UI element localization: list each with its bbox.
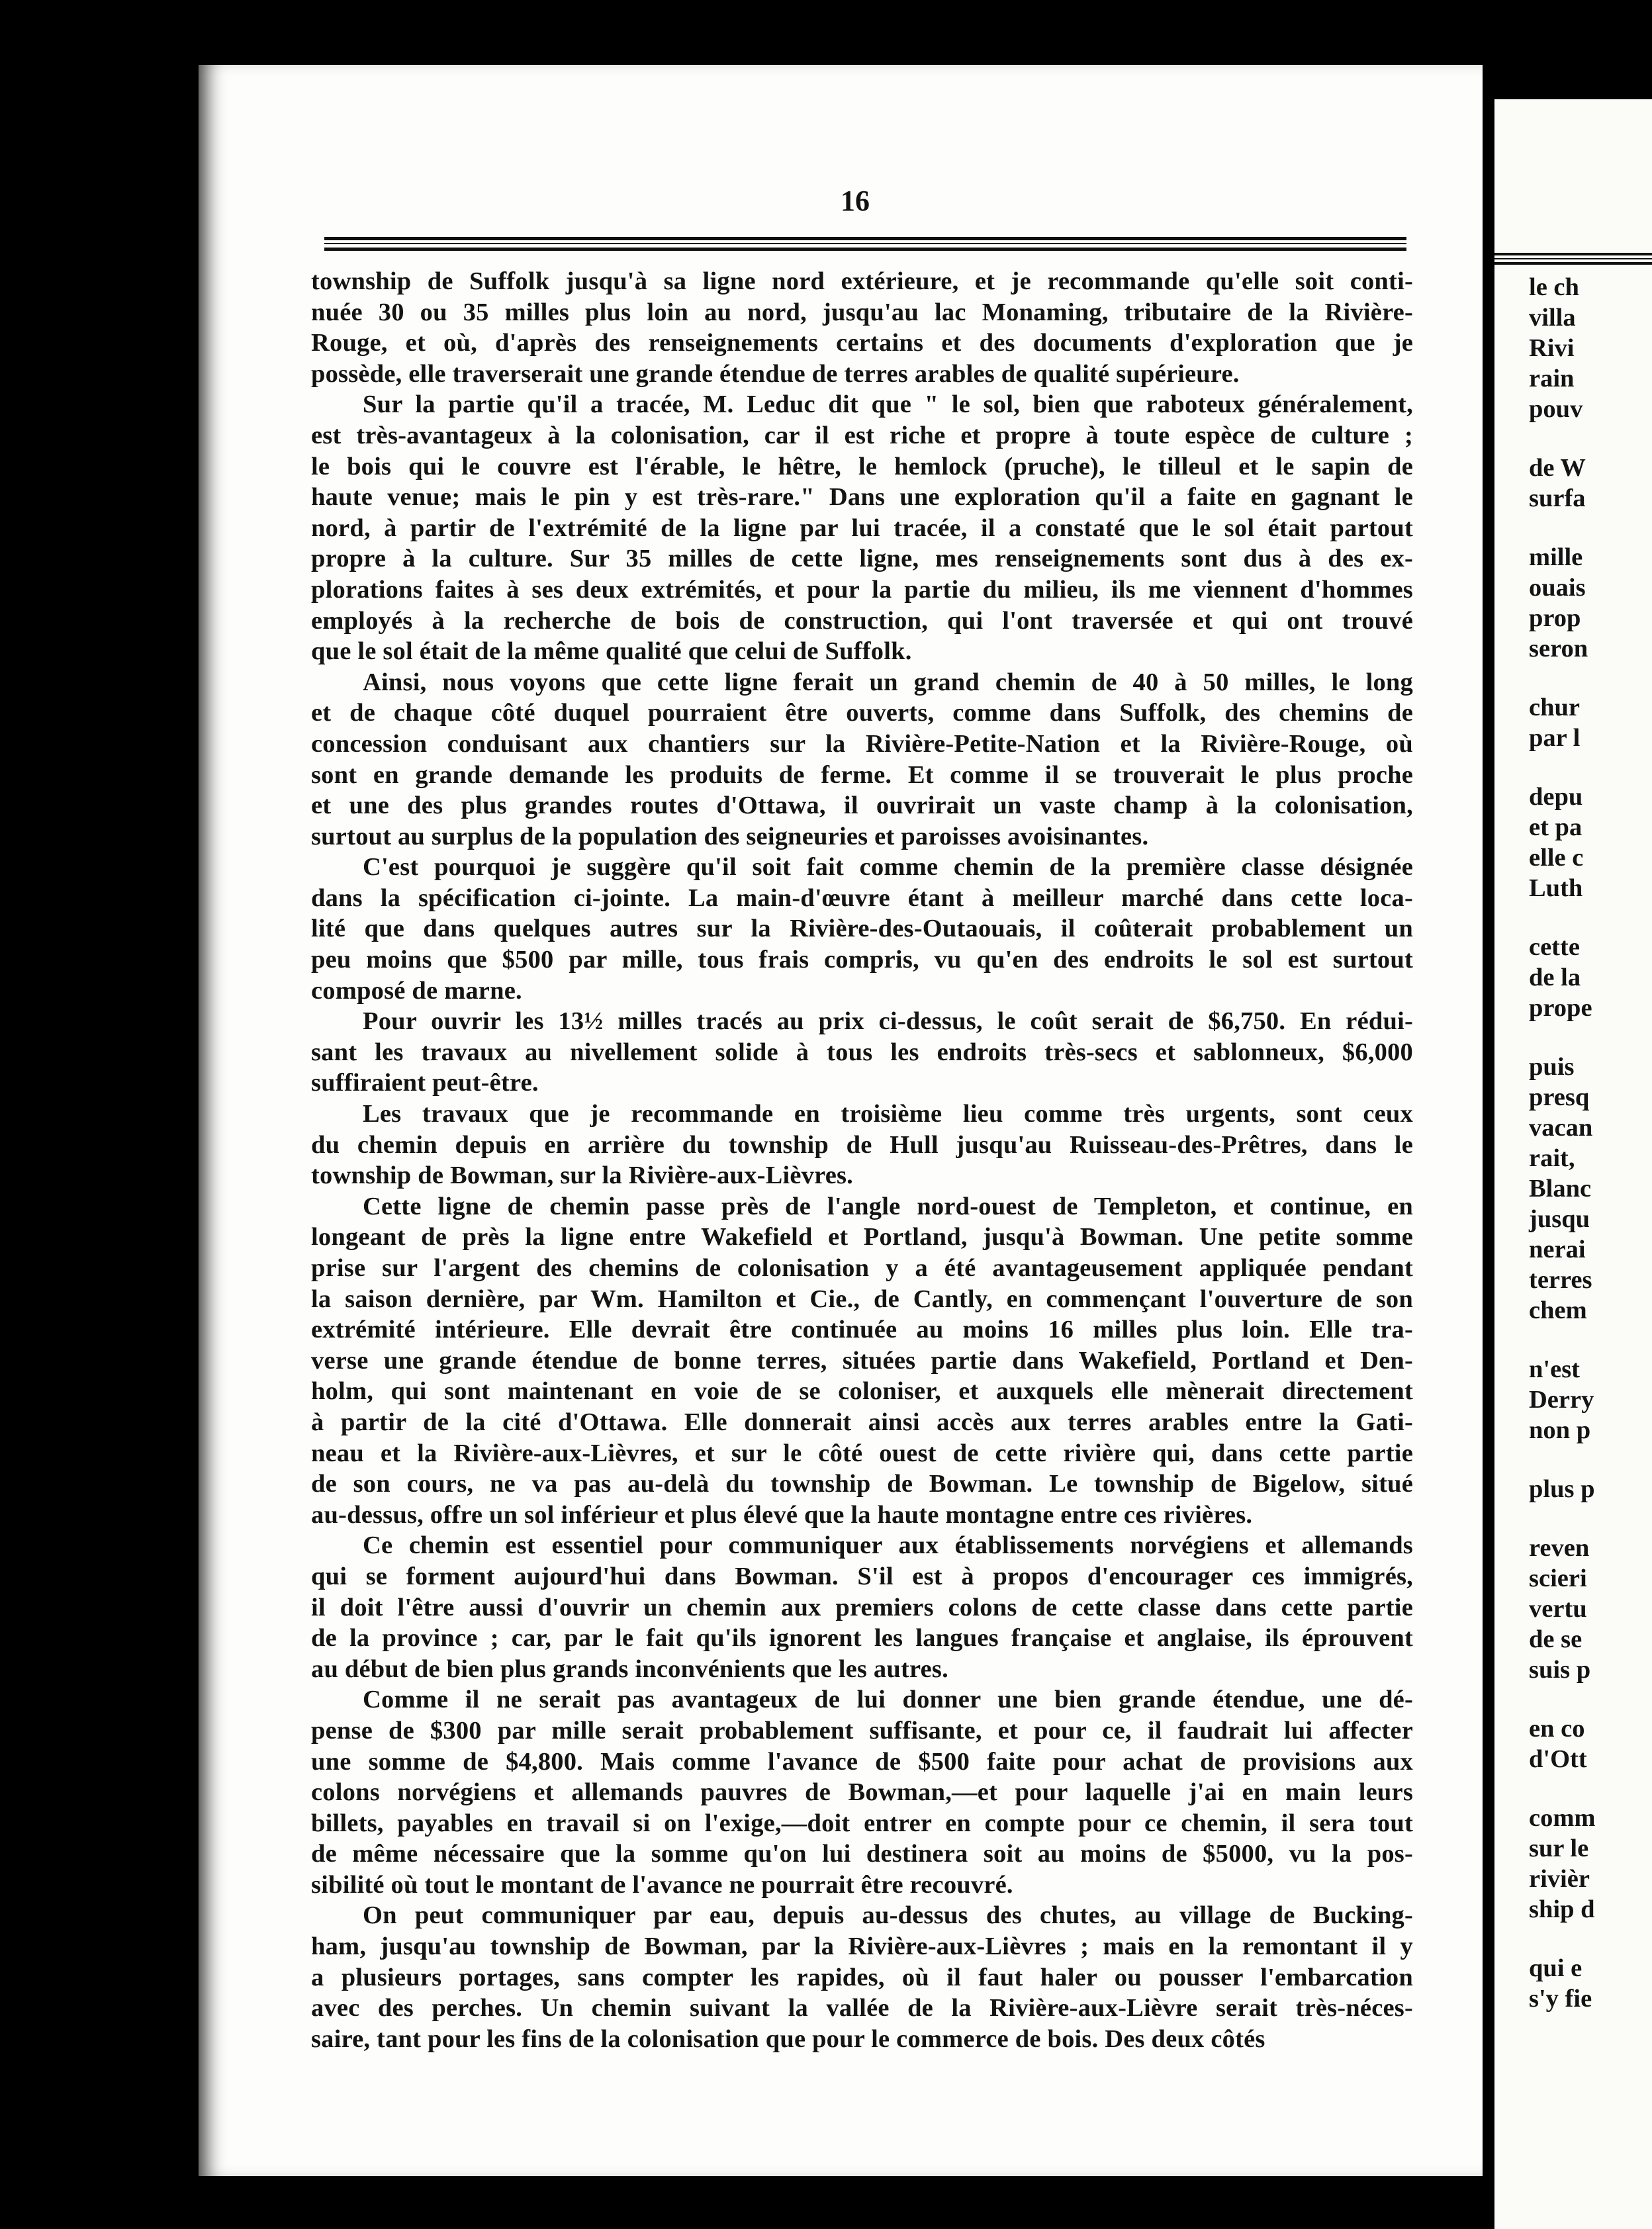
text-line: au début de bien plus grands inconvénients que les autres. <box>311 1655 948 1683</box>
text-line: sont en grande demande les produits de ferme. Et comme il se trouverait le plus proche <box>311 760 1413 789</box>
facing-page-line-fragment: pouv <box>1529 395 1583 423</box>
facing-page-line-fragment: mille <box>1529 543 1583 571</box>
text-line: nord, à partir de l'extrémité de la ligne par lui tracée, il a constaté que le sol était partout <box>311 514 1413 542</box>
text-line: peu moins que $500 par mille, tous frais compris, vu qu'en des endroits le sol est surtout <box>311 946 1413 974</box>
paragraph <box>311 667 1413 852</box>
text-line: billets, payables en travail si on l'exige,—doit entrer en compte pour ce chemin, il sera tout <box>311 1809 1413 1837</box>
text-line: et de chaque côté duquel pourraient être ouverts, comme dans Suffolk, des chemins de <box>311 699 1413 727</box>
facing-page-line-fragment: Derry <box>1529 1386 1594 1414</box>
facing-page-line-fragment: Rivi <box>1529 334 1575 362</box>
header-rule <box>324 243 1406 244</box>
facing-page-line-fragment: cette <box>1529 933 1580 961</box>
facing-page-line-fragment: sur le <box>1529 1835 1589 1862</box>
text-line: sibilité où tout le montant de l'avance ne pourrait être recouvré. <box>311 1870 1013 1899</box>
text-line: Cette ligne de chemin passe près de l'angle nord-ouest de Templeton, et continue, en <box>363 1192 1413 1220</box>
text-line: Les travaux que je recommande en troisième lieu comme très urgents, sont ceux <box>363 1100 1413 1128</box>
facing-page-line-fragment: nerai <box>1529 1236 1586 1263</box>
text-line: holm, qui sont maintenant en voie de se coloniser, et auxquels elle mènerait directement <box>311 1377 1413 1406</box>
text-line: une somme de $4,800. Mais comme l'avance de $500 faite pour achat de provisions aux <box>311 1747 1413 1776</box>
text-line: de son cours, ne va pas au-delà du township de Bowman. Le township de Bigelow, situé <box>311 1470 1413 1498</box>
text-line: composé de marne. <box>311 976 522 1005</box>
facing-page-line-fragment: en co <box>1529 1715 1585 1743</box>
facing-page-line-fragment: qui e <box>1529 1954 1583 1982</box>
scan-dark-margin <box>0 0 218 2229</box>
facing-page-line-fragment: chem <box>1529 1296 1587 1324</box>
text-line: la saison dernière, par Wm. Hamilton et Cie., de Cantly, en commençant l'ouverture de son <box>311 1285 1413 1313</box>
text-line: Comme il ne serait pas avantageux de lui donner une bien grande étendue, une dé- <box>363 1686 1413 1714</box>
text-line: et une des plus grandes routes d'Ottawa, il ouvrirait un vaste champ à la colonisation, <box>311 792 1413 820</box>
facing-page-line-fragment: rait, <box>1529 1144 1575 1172</box>
text-line: possède, elle traverserait une grande étendue de terres arables de qualité supérieure. <box>311 359 1240 388</box>
text-line: concession conduisant aux chantiers sur la Rivière-Petite-Nation et la Rivière-Rouge, où <box>311 729 1413 758</box>
text-line: saire, tant pour les fins de la colonisation que pour le commerce de bois. Des deux côtés <box>311 2024 1265 2053</box>
text-line: surtout au surplus de la population des seigneuries et paroisses avoisinantes. <box>311 822 1149 850</box>
facing-page-line-fragment: d'Ott <box>1529 1745 1587 1773</box>
text-line: de la province ; car, par le fait qu'ils ignorent les langues française et anglaise, ils éprouvent <box>311 1624 1413 1653</box>
facing-page-line-fragment: vacan <box>1529 1114 1593 1142</box>
text-line: ham, jusqu'au township de Bowman, par la Rivière-aux-Lièvres ; mais en la remontant il y <box>311 1933 1413 1961</box>
text-line: propre à la culture. Sur 35 milles de cette ligne, mes renseignements sont dus à des ex- <box>311 545 1413 573</box>
text-line: On peut communiquer par eau, depuis au-dessus des chutes, au village de Bucking- <box>363 1901 1413 1930</box>
facing-page <box>1494 99 1652 2229</box>
facing-page-line-fragment: Blanc <box>1529 1175 1592 1203</box>
facing-page-line-fragment: elle c <box>1529 844 1584 872</box>
text-line: dans la spécification ci-jointe. La main-d'œuvre étant à meilleur marché dans cette loca- <box>311 884 1413 912</box>
page-number: 16 <box>841 185 870 217</box>
paragraph <box>311 1191 1413 1531</box>
text-line: qui se forment aujourd'hui dans Bowman. S'il est à propos d'encourager ces immigrés, <box>311 1562 1413 1590</box>
text-line: pense de $300 par mille serait probablement suffisante, et pour ce, il faudrait lui affecter <box>311 1716 1413 1745</box>
text-line: employés à la recherche de bois de construction, qui l'ont traversée et qui ont trouvé <box>311 606 1413 635</box>
text-line: neau et la Rivière-aux-Lièvres, et sur le côté ouest de cette rivière qui, dans cette partie <box>311 1439 1413 1467</box>
facing-page-line-fragment: de la <box>1529 964 1581 991</box>
facing-page-line-fragment: plus p <box>1529 1475 1595 1503</box>
facing-page-line-fragment: le ch <box>1529 273 1579 301</box>
facing-page-line-fragment: vertu <box>1529 1595 1587 1623</box>
facing-page-line-fragment: prop <box>1529 604 1581 632</box>
facing-page-rule <box>1494 258 1652 259</box>
facing-page-line-fragment: par l <box>1529 724 1581 752</box>
paragraph <box>311 266 1413 389</box>
text-line: township de Suffolk jusqu'à sa ligne nord extérieure, et je recommande qu'elle soit conti- <box>311 267 1413 295</box>
facing-page-line-fragment: et pa <box>1529 813 1583 841</box>
text-line: verse une grande étendue de bonne terres, situées partie dans Wakefield, Portland et Den- <box>311 1346 1413 1375</box>
facing-page-line-fragment: ouais <box>1529 574 1586 602</box>
facing-page-rule <box>1494 262 1652 265</box>
text-line: sant les travaux au nivellement solide à tous les endroits très-secs et sablonneux, $6,000 <box>311 1038 1413 1066</box>
text-line: Ainsi, nous voyons que cette ligne ferait un grand chemin de 40 à 50 milles, le long <box>363 668 1413 696</box>
facing-page-line-fragment: n'est <box>1529 1355 1580 1383</box>
header-rule <box>324 237 1406 240</box>
text-line: Rouge, et où, d'après des renseignements certains et des documents d'exploration que je <box>311 329 1413 357</box>
text-line: avec des perches. Un chemin suivant la vallée de la Rivière-aux-Lièvre serait très-néces- <box>311 1994 1413 2023</box>
text-line: suffiraient peut-être. <box>311 1069 539 1097</box>
body-text <box>311 266 1413 2054</box>
text-line: du chemin depuis en arrière du township de Hull jusqu'au Ruisseau-des-Prêtres, dans le <box>311 1130 1413 1159</box>
paragraph <box>311 389 1413 666</box>
facing-page-line-fragment: surfa <box>1529 484 1586 512</box>
facing-page-line-fragment: depu <box>1529 783 1583 811</box>
facing-page-line-fragment: reven <box>1529 1534 1590 1562</box>
facing-page-line-fragment: villa <box>1529 304 1576 332</box>
text-line: il doit l'être aussi d'ouvrir un chemin aux premiers colons de cette classe dans cette partie <box>311 1593 1413 1621</box>
text-line: a plusieurs portages, sans compter les rapides, où il faut haler ou pousser l'embarcation <box>311 1963 1413 1991</box>
text-line: est très-avantageux à la colonisation, car il est riche et propre à toute espèce de culture ; <box>311 421 1413 449</box>
text-line: Pour ouvrir les 13½ milles tracés au prix ci-dessus, le coût serait de $6,750. En rédui- <box>363 1007 1413 1036</box>
facing-page-line-fragment: chur <box>1529 694 1580 721</box>
facing-page-line-fragment: de se <box>1529 1625 1583 1653</box>
text-line: le bois qui le couvre est l'érable, le hêtre, le hemlock (pruche), le tilleul et le sapin de <box>311 452 1413 480</box>
facing-page-line-fragment: terres <box>1529 1266 1592 1294</box>
text-line: lité que dans quelques autres sur la Rivière-des-Outaouais, il coûterait probablement un <box>311 915 1413 943</box>
paragraph <box>311 852 1413 1006</box>
paragraph <box>311 1006 1413 1099</box>
text-line: plorations faites à ses deux extrémités, et pour la partie du milieu, ils me viennent d'hommes <box>311 575 1413 604</box>
text-line: que le sol était de la même qualité que celui de Suffolk. <box>311 637 912 666</box>
text-line: township de Bowman, sur la Rivière-aux-Lièvres. <box>311 1161 854 1190</box>
facing-page-line-fragment: de W <box>1529 454 1586 482</box>
facing-page-rule <box>1494 253 1652 255</box>
facing-page-line-fragment: jusqu <box>1529 1205 1590 1233</box>
facing-page-line-fragment: Luth <box>1529 874 1583 902</box>
facing-page-line-fragment: prope <box>1529 994 1592 1022</box>
paragraph <box>311 1684 1413 1900</box>
text-line: Ce chemin est essentiel pour communiquer aux établissements norvégiens et allemands <box>363 1531 1413 1560</box>
facing-page-line-fragment: seron <box>1529 635 1588 662</box>
text-line: haute venue; mais le pin y est très-rare." Dans une exploration qu'il a faite en gagnant le <box>311 483 1413 512</box>
facing-page-line-fragment: suis p <box>1529 1656 1591 1684</box>
text-line: nuée 30 ou 35 milles plus loin au nord, jusqu'au lac Monaming, tributaire de la Rivière- <box>311 298 1413 326</box>
text-line: extrémité intérieure. Elle devrait être continuée au moins 16 milles plus loin. Elle tra- <box>311 1316 1413 1344</box>
facing-page-line-fragment: non p <box>1529 1416 1591 1444</box>
text-line: C'est pourquoi je suggère qu'il soit fait comme chemin de la première classe désignée <box>363 853 1413 882</box>
paragraph <box>311 1900 1413 2054</box>
facing-page-line-fragment: scieri <box>1529 1565 1587 1592</box>
paragraph <box>311 1530 1413 1684</box>
paragraph <box>311 1099 1413 1191</box>
facing-page-line-fragment: ship d <box>1529 1895 1595 1923</box>
text-line: Sur la partie qu'il a tracée, M. Leduc dit que " le sol, bien que raboteux généralement, <box>363 390 1413 419</box>
text-line: de même nécessaire que la somme qu'on lui destinera soit au moins de $5000, vu la pos- <box>311 1840 1413 1868</box>
facing-page-line-fragment: presq <box>1529 1083 1590 1111</box>
text-line: colons norvégiens et allemands pauvres de Bowman,—et pour laquelle j'ai en main leurs <box>311 1778 1413 1807</box>
text-line: au-dessus, offre un sol inférieur et plus élevé que la haute montagne entre ces rivières. <box>311 1500 1253 1529</box>
facing-page-line-fragment: rivièr <box>1529 1865 1590 1893</box>
text-line: à partir de la cité d'Ottawa. Elle donnerait ainsi accès aux terres arables entre la Gati- <box>311 1408 1413 1436</box>
text-line: prise sur l'argent des chemins de colonisation y a été avantageusement appliquée pendant <box>311 1254 1413 1282</box>
header-rule <box>324 248 1406 251</box>
facing-page-line-fragment: puis <box>1529 1053 1575 1081</box>
facing-page-line-fragment: comm <box>1529 1804 1596 1832</box>
facing-page-line-fragment: rain <box>1529 365 1575 392</box>
book-gutter <box>1483 65 1494 2176</box>
facing-page-line-fragment: s'y fie <box>1529 1985 1592 2013</box>
text-line: longeant de près la ligne entre Wakefield et Portland, jusqu'à Bowman. Une petite somme <box>311 1223 1413 1251</box>
